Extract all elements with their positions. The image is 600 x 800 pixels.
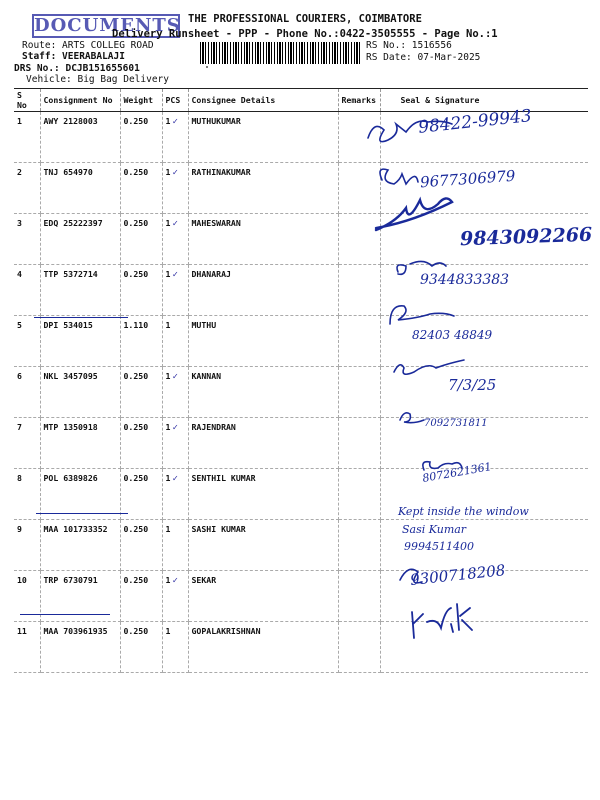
row-pcs: 1 [165,524,171,534]
row-sno: 10 [14,571,40,622]
row-consignment: MTP 1350918 [40,418,120,469]
column-header: Seal & Signature [380,89,588,112]
row-weight: 0.250 [120,112,162,163]
check-mark-icon: ✓ [172,117,178,127]
check-mark-icon: ✓ [172,474,178,484]
row-consignment: MAA 703961935 [40,622,120,673]
row-weight: 0.250 [120,520,162,571]
signature-5-phone: 82403 48849 [412,328,493,342]
signature-7-scribble [400,413,424,423]
drs-number: DRS No.: DCJB151655601 [14,63,140,74]
row-consignment: EDQ 25222397 [40,214,120,265]
documents-stamp: DOCUMENTS [34,15,181,36]
check-mark-icon: ✓ [172,423,178,433]
column-header: PCS [162,89,188,112]
staff-label: Staff: VEERABALAJI [22,51,125,62]
row-consignment: NKL 3457095 [40,367,120,418]
row-sno: 11 [14,622,40,673]
row-pcs: 1 [165,626,171,636]
row-weight: 0.250 [120,571,162,622]
column-header: S No [14,89,40,112]
row-pcs: 1 [165,371,171,381]
row-consignee: SASHI KUMAR [188,520,338,571]
row-sno: 4 [14,265,40,316]
row-pcs: 1 [165,320,171,330]
row-pcs: 1 [165,116,171,126]
row-consignment: TNJ 654970 [40,163,120,214]
row-pcs: 1 [165,422,171,432]
column-header: Remarks [338,89,380,112]
signature-2-scribble [380,169,418,184]
row-weight: 0.250 [120,418,162,469]
row-consignment: AWY 2128003 [40,112,120,163]
column-header: Consignee Details [188,89,338,112]
row-sno: 3 [14,214,40,265]
row-sno: 8 [14,469,40,520]
row-weight: 1.110 [120,316,162,367]
signature-4-phone: 9344833383 [420,272,510,288]
row-pcs: 1 [165,218,171,228]
row-pcs: 1 [165,269,171,279]
row-consignment: MAA 101733352 [40,520,120,571]
signature-8-phone: 8072621361 [421,460,493,485]
row-pcs: 1 [165,575,171,585]
signature-6-date: 7/3/25 [448,376,497,394]
row-consignee: MUTHUKUMAR [188,112,338,163]
row-sno: 1 [14,112,40,163]
row-consignment: DPI 534015 [40,316,120,367]
company-name: THE PROFESSIONAL COURIERS, COIMBATORE [188,13,422,25]
row-consignment: TRP 6730791 [40,571,120,622]
check-mark-icon: ✓ [172,168,178,178]
rs-date: RS Date: 07-Mar-2025 [366,52,481,63]
row-weight: 0.250 [120,265,162,316]
row-weight: 0.250 [120,163,162,214]
row-sno: 2 [14,163,40,214]
check-mark-icon: ✓ [172,372,178,382]
signature-11-scribble [412,604,472,638]
rs-number: RS No.: 1516556 [366,40,452,51]
signature-7-phone: 7092731811 [424,418,488,429]
signature-5-scribble [390,306,454,324]
signature-6-scribble [394,360,464,374]
signature-2-phone: 9677306979 [419,166,516,192]
vehicle-label: Vehicle: Big Bag Delivery [26,74,169,85]
row-consignee: DHANARAJ [188,265,338,316]
row-sno: 6 [14,367,40,418]
route-label: Route: ARTS COLLEG ROAD [22,40,154,51]
row-weight: 0.250 [120,214,162,265]
check-mark-icon: ✓ [172,576,178,586]
row-consignee: SENTHIL KUMAR [188,469,338,520]
row-pcs: 1 [165,167,171,177]
row-consignee: MUTHU [188,316,338,367]
check-mark-icon: ✓ [172,270,178,280]
column-header: Consignment No [40,89,120,112]
row-weight: 0.250 [120,622,162,673]
runsheet-title: Delivery Runsheet - PPP - Phone No.:0422-3505555 - Page No.:1 [112,28,498,40]
signature-10-phone: 9300718208 [409,561,507,589]
row-sno: 9 [14,520,40,571]
row-consignee: GOPALAKRISHNAN [188,622,338,673]
row-sno: 7 [14,418,40,469]
row-consignee: MAHESWARAN [188,214,338,265]
receiver-phone: 9994511400 [404,540,474,553]
row-consignee: KANNAN [188,367,338,418]
row-consignment: TTP 5372714 [40,265,120,316]
row-weight: 0.250 [120,367,162,418]
row-consignee: RAJENDRAN [188,418,338,469]
column-header: Weight [120,89,162,112]
check-mark-icon: ✓ [172,219,178,229]
row-weight: 0.250 [120,469,162,520]
receiver-name: Sasi Kumar [402,523,467,536]
signature-3-scribble [376,198,452,230]
row-consignee: RATHINAKUMAR [188,163,338,214]
row-pcs: 1 [165,473,171,483]
row-sno: 5 [14,316,40,367]
delivery-remark: Kept inside the window [398,505,529,518]
row-consignee: SEKAR [188,571,338,622]
signature-3-phone: 9843092266 [459,223,593,251]
row-consignment: POL 6389826 [40,469,120,520]
signature-1-phone: 98422-99943 [417,106,533,138]
